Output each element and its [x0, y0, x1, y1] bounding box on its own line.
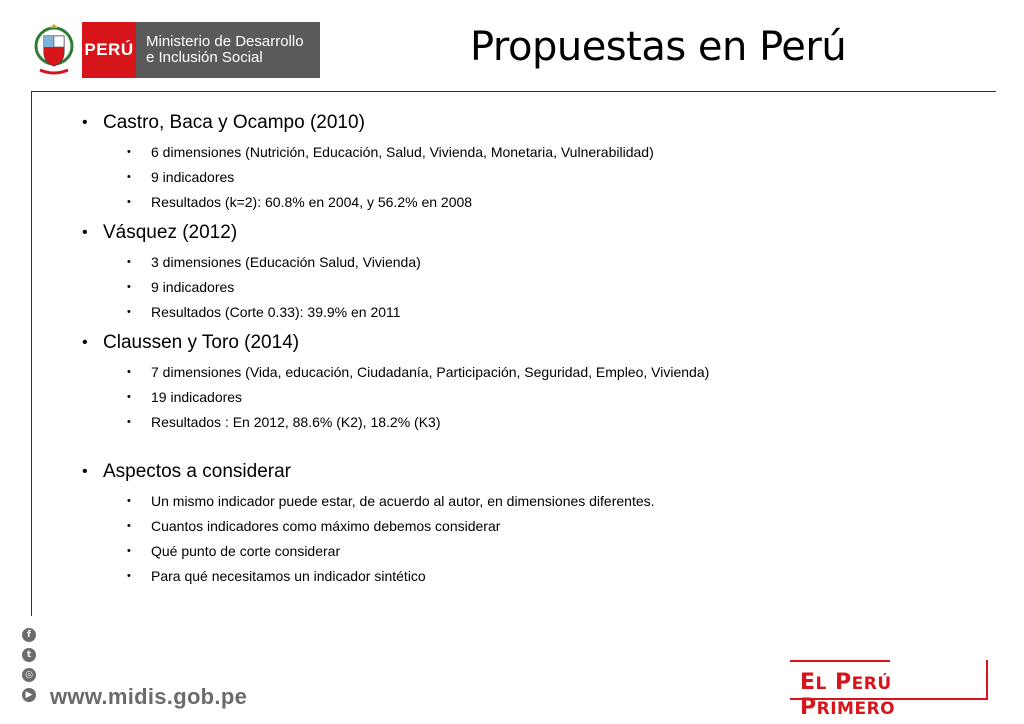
top-divider [32, 91, 996, 92]
section-heading: • Castro, Baca y Ocampo (2010) [82, 112, 982, 134]
ministry-name [136, 22, 320, 78]
brand-letter: E [800, 670, 816, 695]
section-heading: • Claussen y Toro (2014) [82, 332, 982, 354]
section-vasquez [82, 222, 982, 325]
youtube-icon[interactable]: ▶ [22, 688, 36, 702]
section-heading: • Vásquez (2012) [82, 222, 982, 244]
left-divider [31, 91, 32, 616]
brand-logo [790, 660, 992, 720]
section-item: • 9 indicadores [82, 165, 982, 190]
section-castro [82, 112, 982, 215]
section-item: • 19 indicadores [82, 385, 982, 410]
section-claussen [82, 332, 982, 435]
bullet-content [82, 112, 982, 596]
brand-letter: L [815, 674, 827, 694]
section-item: • 9 indicadores [82, 275, 982, 300]
brand-text [800, 670, 992, 720]
section-item: • Cuantos indicadores como máximo debemos considerar [82, 514, 982, 539]
section-heading: • Aspectos a considerar [82, 461, 982, 483]
brand-letters: RIMERO [816, 699, 896, 719]
facebook-icon[interactable]: f [22, 628, 36, 642]
section-item: • 7 dimensiones (Vida, educación, Ciudadanía, Participación, Seguridad, Empleo, Vivienda) [82, 360, 982, 385]
section-item: • Qué punto de corte considerar [82, 539, 982, 564]
section-item: • 3 dimensiones (Educación Salud, Vivienda) [82, 250, 982, 275]
section-item: • 6 dimensiones (Nutrición, Educación, Salud, Vivienda, Monetaria, Vulnerabilidad) [82, 140, 982, 165]
website-link[interactable]: www.midis.gob.pe [50, 684, 248, 709]
section-item: • Resultados : En 2012, 88.6% (K2), 18.2% (K3) [82, 410, 982, 435]
twitter-icon[interactable]: t [22, 648, 36, 662]
section-item: • Un mismo indicador puede estar, de acuerdo al autor, en dimensiones diferentes. [82, 489, 982, 514]
brand-letters: ERÚ [851, 674, 892, 694]
brand-letter: P [800, 695, 817, 720]
ministry-line-2: e Inclusión Social [146, 49, 263, 66]
section-item: • Resultados (k=2): 60.8% en 2004, y 56.2% en 2008 [82, 190, 982, 215]
page-title: Propuestas en Perú [470, 24, 847, 70]
peru-label: PERÚ [82, 22, 136, 78]
section-item: • Resultados (Corte 0.33): 39.9% en 2011 [82, 300, 982, 325]
section-item: • Para qué necesitamos un indicador sintético [82, 564, 982, 589]
social-links [22, 628, 36, 702]
instagram-icon[interactable]: ◎ [22, 668, 36, 682]
ministry-line-1: Ministerio de Desarrollo [146, 33, 304, 50]
coat-of-arms-icon [30, 22, 78, 78]
brand-letter: P [835, 670, 852, 695]
section-aspectos [82, 461, 982, 589]
ministry-logo [30, 22, 320, 78]
